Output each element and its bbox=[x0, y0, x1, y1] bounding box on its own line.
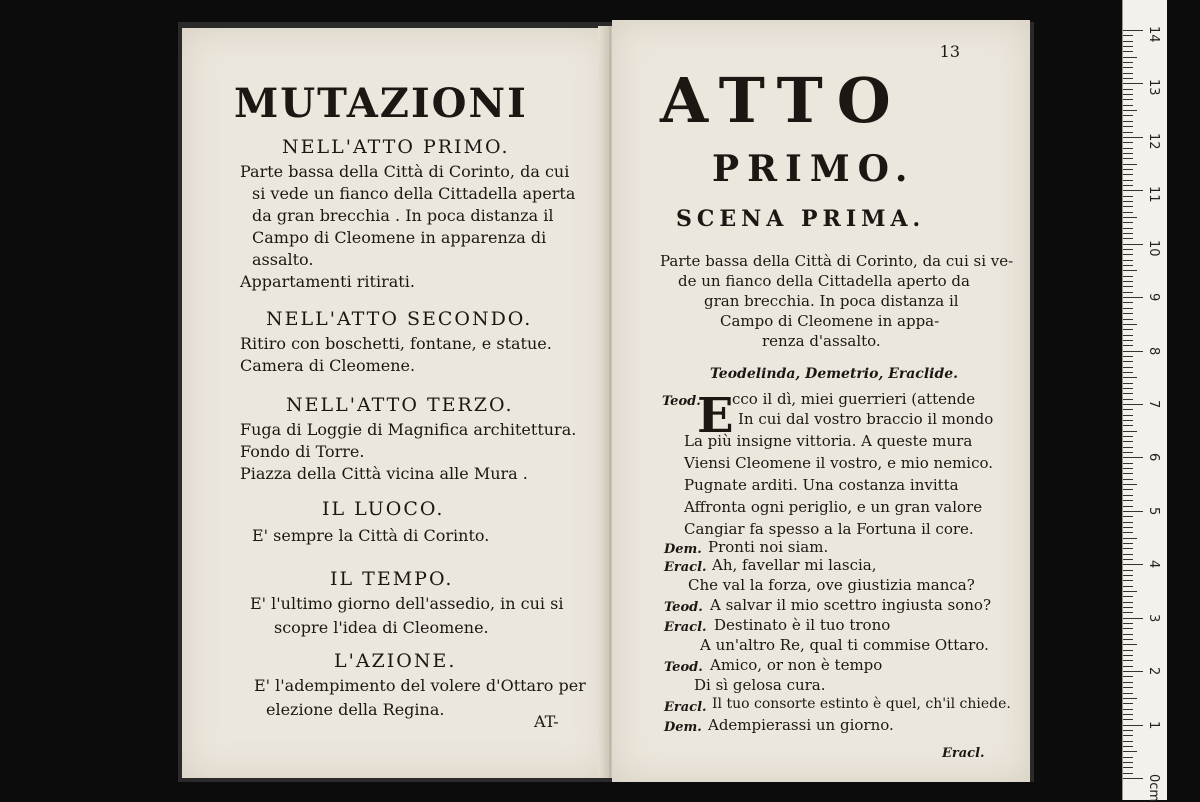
ruler-tick bbox=[1123, 180, 1133, 181]
ruler-tick bbox=[1123, 276, 1133, 277]
ruler-tick bbox=[1123, 719, 1133, 720]
ruler-tick bbox=[1123, 335, 1133, 336]
speaker-label: Teod. bbox=[664, 600, 703, 615]
catchword: Eracl. bbox=[942, 746, 985, 761]
ruler-tick bbox=[1123, 148, 1133, 149]
ruler-tick bbox=[1123, 35, 1133, 36]
ruler-tick bbox=[1123, 41, 1133, 42]
ruler-tick bbox=[1123, 778, 1143, 779]
ruler-tick bbox=[1123, 516, 1133, 517]
scene-title: SCENA PRIMA. bbox=[676, 206, 926, 232]
speaker-label: Teod. bbox=[664, 660, 703, 675]
ruler-tick bbox=[1123, 671, 1143, 672]
ruler-tick bbox=[1123, 709, 1133, 710]
dialogue-line: Adempierassi un giorno. bbox=[708, 716, 894, 734]
ruler-tick bbox=[1123, 399, 1133, 400]
ruler-tick bbox=[1123, 83, 1143, 84]
ruler-tick bbox=[1123, 473, 1133, 474]
dialogue-line: Cangiar fa spesso a la Fortuna il core. bbox=[684, 520, 974, 538]
section-heading: IL LUOCO. bbox=[322, 498, 445, 520]
dialogue-line: A salvar il mio scettro ingiusta sono? bbox=[710, 596, 991, 614]
ruler-tick bbox=[1123, 329, 1133, 330]
dialogue-line: Ah, favellar mi lascia, bbox=[712, 556, 877, 574]
setting-line: Parte bassa della Città di Corinto, da cui si ve- bbox=[660, 252, 1014, 270]
ruler-tick bbox=[1123, 773, 1133, 774]
speaker-label: Dem. bbox=[664, 720, 702, 735]
ruler-tick bbox=[1123, 361, 1133, 362]
section-line: Piazza della Città vicina alle Mura . bbox=[240, 464, 528, 483]
ruler-tick bbox=[1123, 393, 1133, 394]
drop-cap: E bbox=[697, 388, 734, 444]
section-heading: L'AZIONE. bbox=[334, 650, 457, 672]
ruler-tick bbox=[1123, 735, 1133, 736]
speaker-label: Eracl. bbox=[664, 700, 707, 715]
ruler-tick bbox=[1123, 506, 1133, 507]
ruler-tick bbox=[1123, 714, 1133, 715]
act-subtitle: PRIMO. bbox=[712, 148, 916, 190]
ruler-tick bbox=[1123, 372, 1133, 373]
ruler-label: 11 bbox=[1146, 186, 1161, 203]
ruler-tick bbox=[1123, 377, 1137, 378]
section-line: Campo di Cleomene in apparenza di bbox=[252, 228, 547, 247]
ruler-tick bbox=[1123, 302, 1133, 303]
ruler-tick bbox=[1123, 217, 1137, 218]
ruler-label: 0cm bbox=[1146, 774, 1161, 802]
section-line: si vede un fianco della Cittadella aperta bbox=[252, 184, 576, 203]
ruler-tick bbox=[1123, 489, 1133, 490]
section-line: Camera di Cleomene. bbox=[240, 356, 416, 375]
ruler-tick bbox=[1123, 415, 1133, 416]
ruler-tick bbox=[1123, 538, 1137, 539]
ruler-tick bbox=[1123, 62, 1133, 63]
ruler-tick bbox=[1123, 313, 1133, 314]
ruler-tick bbox=[1123, 345, 1133, 346]
ruler-tick bbox=[1123, 137, 1143, 138]
ruler-tick bbox=[1123, 89, 1133, 90]
ruler-tick bbox=[1123, 233, 1133, 234]
ruler-tick bbox=[1123, 655, 1133, 656]
ruler-tick bbox=[1123, 121, 1133, 122]
ruler-tick bbox=[1123, 388, 1133, 389]
ruler-tick bbox=[1123, 751, 1137, 752]
ruler-label: 5 bbox=[1146, 506, 1161, 516]
ruler-tick bbox=[1123, 730, 1133, 731]
ruler-tick bbox=[1123, 441, 1133, 442]
section-line: E' sempre la Città di Corinto. bbox=[252, 526, 490, 545]
ruler-label: 10 bbox=[1146, 239, 1161, 257]
ruler-tick bbox=[1123, 340, 1133, 341]
ruler-tick bbox=[1123, 153, 1133, 154]
ruler-tick bbox=[1123, 201, 1133, 202]
dialogue-line: Destinato è il tuo trono bbox=[714, 616, 891, 634]
ruler-tick bbox=[1123, 126, 1133, 127]
ruler-tick bbox=[1123, 404, 1143, 405]
ruler-tick bbox=[1123, 425, 1133, 426]
ruler-tick bbox=[1123, 522, 1133, 523]
ruler-tick bbox=[1123, 500, 1133, 501]
ruler-tick bbox=[1123, 612, 1133, 613]
ruler-tick bbox=[1123, 132, 1133, 133]
catchword: AT- bbox=[534, 712, 559, 731]
ruler-label: 1 bbox=[1146, 720, 1161, 729]
ruler-tick bbox=[1123, 703, 1133, 704]
ruler-tick bbox=[1123, 618, 1143, 619]
ruler-tick bbox=[1123, 51, 1133, 52]
dialogue-line: cco il dì, miei guerrieri (attende bbox=[732, 390, 976, 408]
characters-line: Teodelinda, Demetrio, Eraclide. bbox=[710, 366, 959, 382]
ruler-tick bbox=[1123, 767, 1133, 768]
ruler-tick bbox=[1123, 105, 1133, 106]
ruler-label: 2 bbox=[1146, 667, 1161, 676]
ruler-tick bbox=[1123, 99, 1133, 100]
section-line: scopre l'idea di Cleomene. bbox=[274, 618, 489, 637]
dialogue-line: A un'altro Re, qual ti commise Ottaro. bbox=[700, 636, 989, 654]
section-line: E' l'ultimo giorno dell'assedio, in cui si bbox=[250, 594, 564, 613]
ruler-tick bbox=[1123, 46, 1133, 47]
left-page bbox=[182, 28, 610, 778]
right-page bbox=[612, 20, 1030, 782]
ruler-tick bbox=[1123, 596, 1133, 597]
ruler-label: 14 bbox=[1146, 26, 1161, 43]
ruler-tick bbox=[1123, 431, 1137, 432]
ruler-tick bbox=[1123, 479, 1133, 480]
ruler-tick bbox=[1123, 468, 1133, 469]
ruler-tick bbox=[1123, 142, 1133, 143]
setting-line: de un fianco della Cittadella aperto da bbox=[678, 272, 970, 290]
section-line: assalto. bbox=[252, 250, 314, 269]
ruler-tick bbox=[1123, 319, 1133, 320]
ruler-tick bbox=[1123, 324, 1137, 325]
measurement-ruler bbox=[1122, 0, 1167, 800]
section-line: Fuga di Loggie di Magnifica architettura. bbox=[240, 420, 577, 439]
ruler-tick bbox=[1123, 30, 1143, 31]
section-line: Parte bassa della Città di Corinto, da cui bbox=[240, 162, 570, 181]
ruler-tick bbox=[1123, 527, 1133, 528]
ruler-tick bbox=[1123, 286, 1133, 287]
dialogue-line: Pronti noi siam. bbox=[708, 538, 829, 556]
ruler-label: 6 bbox=[1146, 453, 1161, 462]
ruler-tick bbox=[1123, 409, 1133, 410]
ruler-tick bbox=[1123, 543, 1133, 544]
setting-line: renza d'assalto. bbox=[762, 332, 881, 350]
section-heading: NELL'ATTO TERZO. bbox=[286, 394, 514, 416]
ruler-tick bbox=[1123, 607, 1133, 608]
section-line: Appartamenti ritirati. bbox=[240, 272, 415, 291]
ruler-tick bbox=[1123, 174, 1133, 175]
ruler-tick bbox=[1123, 185, 1133, 186]
ruler-tick bbox=[1123, 115, 1133, 116]
ruler-tick bbox=[1123, 511, 1143, 512]
ruler-label: 8 bbox=[1146, 346, 1161, 355]
ruler-tick bbox=[1123, 73, 1133, 74]
section-line: elezione della Regina. bbox=[266, 700, 445, 719]
ruler-tick bbox=[1123, 757, 1133, 758]
act-title: ATTO bbox=[660, 64, 905, 137]
ruler-tick bbox=[1123, 436, 1133, 437]
ruler-tick bbox=[1123, 447, 1133, 448]
dialogue-line: La più insigne vittoria. A queste mura bbox=[684, 432, 973, 450]
ruler-tick bbox=[1123, 580, 1133, 581]
ruler-tick bbox=[1123, 260, 1133, 261]
ruler-tick bbox=[1123, 628, 1133, 629]
ruler-tick bbox=[1123, 420, 1133, 421]
ruler-tick bbox=[1123, 559, 1133, 560]
ruler-tick bbox=[1123, 457, 1143, 458]
ruler-tick bbox=[1123, 660, 1133, 661]
ruler-label: 4 bbox=[1146, 560, 1161, 569]
section-line: E' l'adempimento del volere d'Ottaro per bbox=[254, 676, 586, 695]
dialogue-line: Il tuo consorte estinto è quel, ch'il chiede. bbox=[712, 696, 1011, 712]
ruler-tick bbox=[1123, 351, 1143, 352]
ruler-tick bbox=[1123, 639, 1133, 640]
dialogue-line: Viensi Cleomene il vostro, e mio nemico. bbox=[684, 454, 994, 472]
ruler-tick bbox=[1123, 687, 1133, 688]
speaker-label: Eracl. bbox=[664, 560, 707, 575]
ruler-tick bbox=[1123, 254, 1133, 255]
ruler-tick bbox=[1123, 623, 1133, 624]
ruler-tick bbox=[1123, 78, 1133, 79]
left-page-title: MUTAZIONI bbox=[234, 80, 528, 127]
ruler-tick bbox=[1123, 238, 1133, 239]
dialogue-line: Pugnate arditi. Una costanza invitta bbox=[684, 476, 959, 494]
section-heading: NELL'ATTO PRIMO. bbox=[282, 136, 510, 158]
ruler-tick bbox=[1123, 554, 1133, 555]
ruler-tick bbox=[1123, 698, 1137, 699]
ruler-tick bbox=[1123, 94, 1133, 95]
section-line: da gran brecchia . In poca distanza il bbox=[252, 206, 554, 225]
ruler-tick bbox=[1123, 212, 1133, 213]
ruler-tick bbox=[1123, 190, 1143, 191]
ruler-tick bbox=[1123, 265, 1133, 266]
ruler-tick bbox=[1123, 591, 1137, 592]
dialogue-line: In cui dal vostro braccio il mondo bbox=[738, 410, 994, 428]
ruler-tick bbox=[1123, 484, 1137, 485]
ruler-tick bbox=[1123, 158, 1133, 159]
ruler-tick bbox=[1123, 746, 1133, 747]
ruler-tick bbox=[1123, 564, 1143, 565]
section-line: Fondo di Torre. bbox=[240, 442, 365, 461]
ruler-tick bbox=[1123, 650, 1133, 651]
ruler-tick bbox=[1123, 164, 1137, 165]
ruler-tick bbox=[1123, 548, 1133, 549]
dialogue-line: Di sì gelosa cura. bbox=[694, 676, 826, 694]
ruler-tick bbox=[1123, 676, 1133, 677]
ruler-tick bbox=[1123, 570, 1133, 571]
speaker-label: Teod. bbox=[662, 394, 701, 409]
ruler-tick bbox=[1123, 270, 1137, 271]
ruler-tick bbox=[1123, 367, 1133, 368]
ruler-tick bbox=[1123, 206, 1133, 207]
section-line: Ritiro con boschetti, fontane, e statue. bbox=[240, 334, 552, 353]
ruler-tick bbox=[1123, 297, 1143, 298]
ruler-tick bbox=[1123, 244, 1143, 245]
ruler-tick bbox=[1123, 463, 1133, 464]
ruler-tick bbox=[1123, 249, 1133, 250]
dialogue-line: Affronta ogni periglio, e un gran valore bbox=[684, 498, 983, 516]
ruler-tick bbox=[1123, 452, 1133, 453]
ruler-tick bbox=[1123, 495, 1133, 496]
ruler-label: 3 bbox=[1146, 613, 1161, 622]
dialogue-line: Amico, or non è tempo bbox=[710, 656, 883, 674]
ruler-label: 9 bbox=[1146, 293, 1161, 302]
ruler-tick bbox=[1123, 762, 1133, 763]
ruler-tick bbox=[1123, 308, 1133, 309]
speaker-label: Dem. bbox=[664, 542, 702, 557]
ruler-tick bbox=[1123, 634, 1133, 635]
ruler-tick bbox=[1123, 682, 1133, 683]
setting-line: gran brecchia. In poca distanza il bbox=[704, 292, 959, 310]
ruler-tick bbox=[1123, 196, 1133, 197]
setting-line: Campo di Cleomene in appa- bbox=[720, 312, 940, 330]
ruler-tick bbox=[1123, 383, 1133, 384]
ruler-tick bbox=[1123, 281, 1133, 282]
ruler-tick bbox=[1123, 725, 1143, 726]
ruler-tick bbox=[1123, 666, 1133, 667]
ruler-tick bbox=[1123, 292, 1133, 293]
ruler-tick bbox=[1123, 644, 1137, 645]
ruler-tick bbox=[1123, 575, 1133, 576]
ruler-label: 12 bbox=[1146, 132, 1161, 150]
ruler-tick bbox=[1123, 67, 1133, 68]
page-number: 13 bbox=[939, 42, 960, 61]
ruler-tick bbox=[1123, 222, 1133, 223]
dialogue-line: Che val la forza, ove giustizia manca? bbox=[688, 576, 975, 594]
section-heading: IL TEMPO. bbox=[330, 568, 454, 590]
ruler-tick bbox=[1123, 228, 1133, 229]
ruler-tick bbox=[1123, 693, 1133, 694]
ruler-tick bbox=[1123, 356, 1133, 357]
ruler-tick bbox=[1123, 169, 1133, 170]
ruler-tick bbox=[1123, 110, 1137, 111]
ruler-tick bbox=[1123, 602, 1133, 603]
ruler-tick bbox=[1123, 741, 1133, 742]
ruler-tick bbox=[1123, 57, 1137, 58]
ruler-label: 7 bbox=[1146, 400, 1161, 409]
ruler-tick bbox=[1123, 586, 1133, 587]
section-heading: NELL'ATTO SECONDO. bbox=[266, 308, 533, 330]
ruler-label: 13 bbox=[1146, 79, 1161, 96]
speaker-label: Eracl. bbox=[664, 620, 707, 635]
ruler-tick bbox=[1123, 532, 1133, 533]
